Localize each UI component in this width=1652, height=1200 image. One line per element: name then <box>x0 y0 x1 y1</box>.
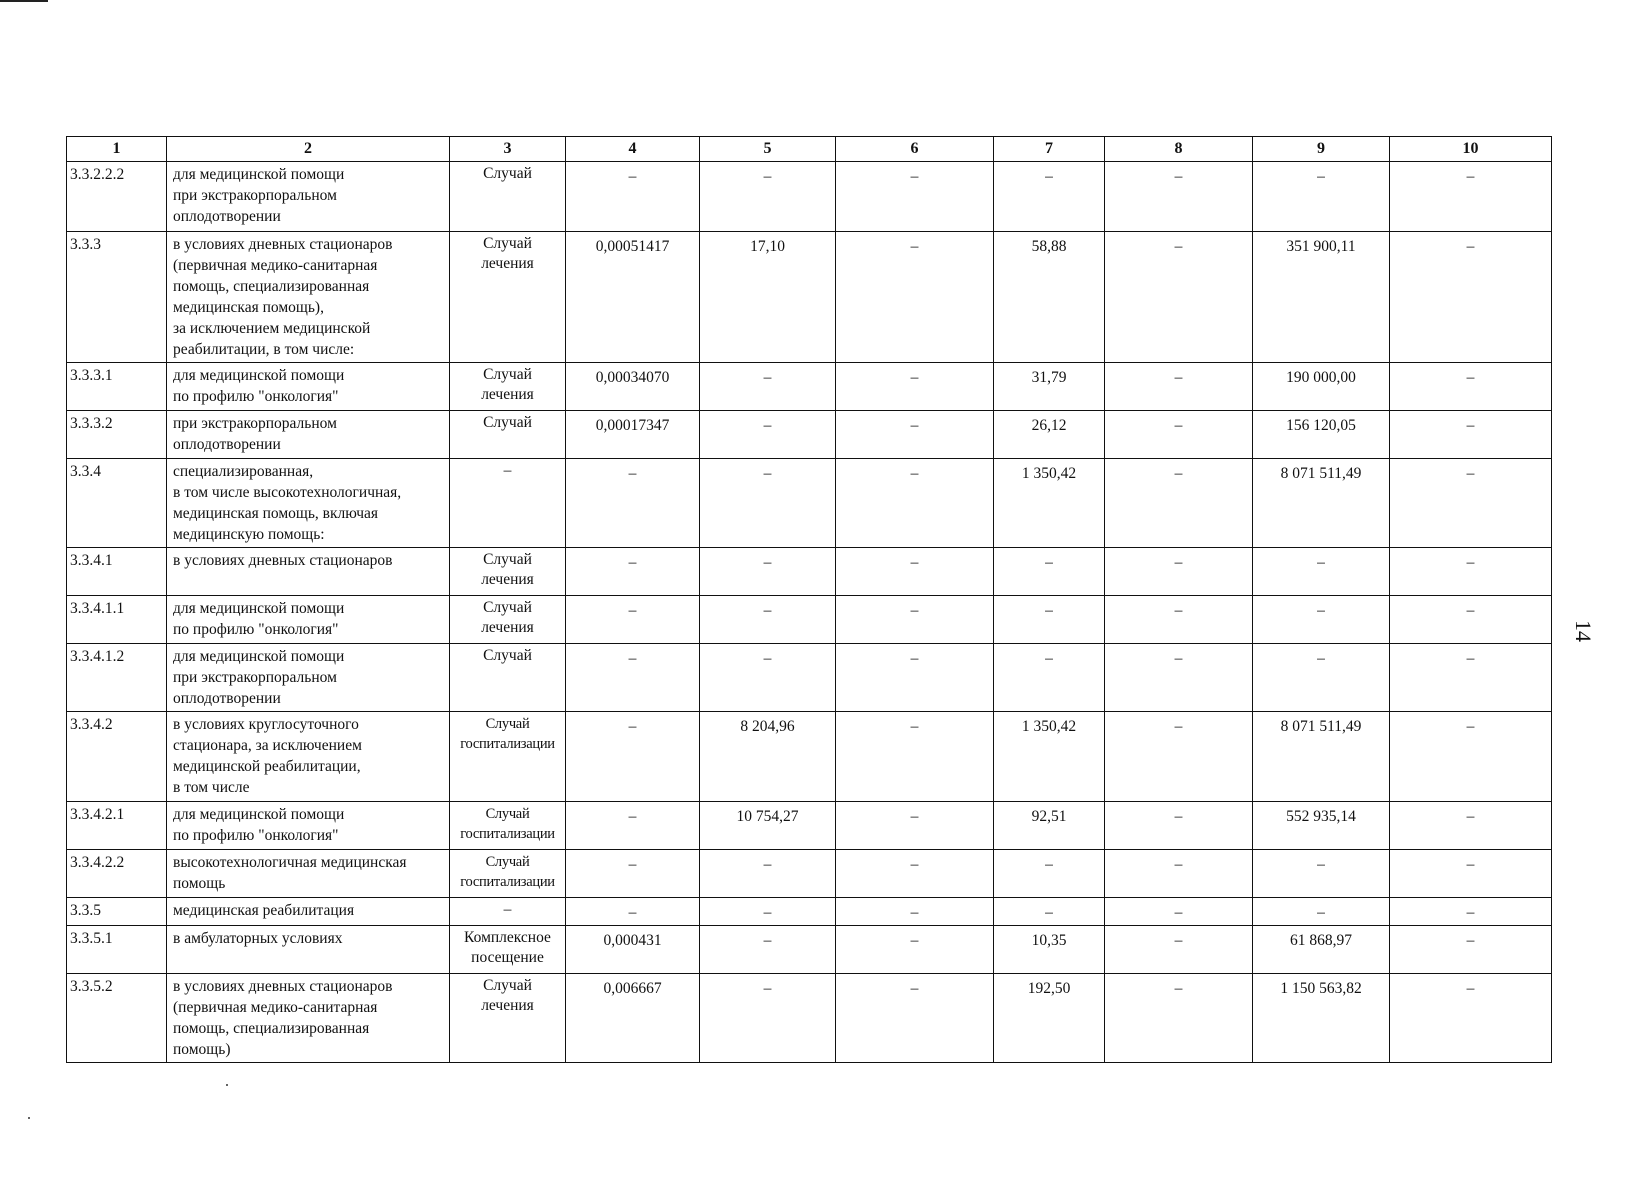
row-name <box>167 802 450 850</box>
row-name <box>167 232 450 363</box>
cell-c7: 26,12 <box>994 411 1105 459</box>
cell-c4: – <box>566 644 700 712</box>
table-row <box>67 232 1552 363</box>
column-header-4: 4 <box>566 137 700 162</box>
cell-c7: – <box>994 162 1105 232</box>
cell-c4: – <box>566 162 700 232</box>
row-name-line: стационара, за исключением <box>173 737 362 754</box>
row-name <box>167 898 450 926</box>
row-name-line: помощь, специализированная <box>173 1020 370 1037</box>
row-name <box>167 644 450 712</box>
cell-c7: – <box>994 850 1105 898</box>
cell-c10: – <box>1390 548 1552 596</box>
cell-c6: – <box>836 162 994 232</box>
table-row <box>67 850 1552 898</box>
data-table <box>66 136 1552 1063</box>
table-row <box>67 459 1552 548</box>
cell-c10: – <box>1390 802 1552 850</box>
cell-c6: – <box>836 850 994 898</box>
cell-c4: 0,00017347 <box>566 411 700 459</box>
row-unit-line: Случай <box>483 551 532 568</box>
cell-c10: – <box>1390 898 1552 926</box>
cell-c9: 351 900,11 <box>1253 232 1390 363</box>
table-row <box>67 411 1552 459</box>
cell-c5: – <box>700 548 836 596</box>
scan-speck <box>226 1084 228 1086</box>
cell-c8: – <box>1105 411 1253 459</box>
cell-c4: 0,00051417 <box>566 232 700 363</box>
cell-c9: 8 071 511,49 <box>1253 712 1390 802</box>
cell-c7: – <box>994 596 1105 644</box>
row-name <box>167 411 450 459</box>
cell-c4: – <box>566 802 700 850</box>
cell-c6: – <box>836 459 994 548</box>
row-code: 3.3.3.2 <box>67 411 167 459</box>
cell-c5: – <box>700 644 836 712</box>
row-unit <box>450 974 566 1063</box>
cell-c8: – <box>1105 974 1253 1063</box>
row-unit-line: – <box>503 901 512 918</box>
row-unit-line: лечения <box>481 255 534 272</box>
cell-c10: – <box>1390 411 1552 459</box>
row-name <box>167 459 450 548</box>
table-row <box>67 898 1552 926</box>
cell-c4: – <box>566 596 700 644</box>
row-name-line: для медицинской помощи <box>173 367 345 384</box>
row-name <box>167 712 450 802</box>
cell-c6: – <box>836 898 994 926</box>
table-row <box>67 162 1552 232</box>
row-unit-line: лечения <box>481 571 534 588</box>
row-code: 3.3.3 <box>67 232 167 363</box>
cell-c6: – <box>836 596 994 644</box>
row-unit <box>450 411 566 459</box>
row-name <box>167 162 450 232</box>
row-name-line: в условиях дневных стационаров <box>173 552 393 569</box>
scan-mark <box>0 0 48 2</box>
row-code: 3.3.5 <box>67 898 167 926</box>
row-name-line: при экстракорпоральном <box>173 415 337 432</box>
row-name-line: по профилю "онкология" <box>173 621 339 638</box>
cell-c6: – <box>836 802 994 850</box>
row-unit-line: лечения <box>481 619 534 636</box>
row-name-line: в условиях круглосуточного <box>173 716 359 733</box>
cell-c6: – <box>836 974 994 1063</box>
cell-c9: 8 071 511,49 <box>1253 459 1390 548</box>
cell-c6: – <box>836 232 994 363</box>
scan-speck <box>28 1117 30 1119</box>
column-header-9: 9 <box>1253 137 1390 162</box>
cell-c7: 92,51 <box>994 802 1105 850</box>
column-header-1: 1 <box>67 137 167 162</box>
row-unit-line: Случай <box>485 806 530 822</box>
table-row <box>67 974 1552 1063</box>
cell-c10: – <box>1390 596 1552 644</box>
row-code: 3.3.4 <box>67 459 167 548</box>
cell-c8: – <box>1105 926 1253 974</box>
row-name-line: (первичная медико-санитарная <box>173 999 378 1016</box>
cell-c5: – <box>700 926 836 974</box>
column-header-8: 8 <box>1105 137 1253 162</box>
row-code: 3.3.4.1.1 <box>67 596 167 644</box>
row-name-line: в амбулаторных условиях <box>173 930 343 947</box>
row-name-line: высокотехнологичная медицинская <box>173 854 407 871</box>
row-unit <box>450 644 566 712</box>
table-row <box>67 712 1552 802</box>
row-unit <box>450 459 566 548</box>
row-name-line: реабилитации, в том числе: <box>173 341 355 358</box>
cell-c10: – <box>1390 926 1552 974</box>
cell-c5: – <box>700 974 836 1063</box>
cell-c4: – <box>566 459 700 548</box>
cell-c7: – <box>994 898 1105 926</box>
row-name-line: по профилю "онкология" <box>173 827 339 844</box>
cell-c6: – <box>836 363 994 411</box>
row-name-line: за исключением медицинской <box>173 320 371 337</box>
cell-c7: 1 350,42 <box>994 459 1105 548</box>
cell-c8: – <box>1105 548 1253 596</box>
row-unit-line: Случай <box>483 647 532 664</box>
column-header-6: 6 <box>836 137 994 162</box>
row-code: 3.3.3.1 <box>67 363 167 411</box>
row-name <box>167 363 450 411</box>
row-unit-line: – <box>503 462 512 479</box>
table-row <box>67 363 1552 411</box>
cell-c6: – <box>836 548 994 596</box>
row-unit-line: посещение <box>471 949 544 966</box>
table-row <box>67 596 1552 644</box>
row-name-line: для медицинской помощи <box>173 166 345 183</box>
row-name <box>167 850 450 898</box>
column-header-2: 2 <box>167 137 450 162</box>
cell-c4: – <box>566 712 700 802</box>
cell-c9: – <box>1253 644 1390 712</box>
row-name-line: медицинской реабилитации, <box>173 758 361 775</box>
cell-c9: 552 935,14 <box>1253 802 1390 850</box>
cell-c4: – <box>566 898 700 926</box>
row-code: 3.3.4.2 <box>67 712 167 802</box>
row-name-line: при экстракорпоральном <box>173 669 337 686</box>
row-name-line: в условиях дневных стационаров <box>173 978 393 995</box>
row-name <box>167 926 450 974</box>
cell-c8: – <box>1105 596 1253 644</box>
cell-c8: – <box>1105 363 1253 411</box>
cell-c10: – <box>1390 232 1552 363</box>
cell-c9: – <box>1253 162 1390 232</box>
row-name-line: по профилю "онкология" <box>173 388 339 405</box>
row-name-line: для медицинской помощи <box>173 648 345 665</box>
row-unit <box>450 363 566 411</box>
row-code: 3.3.4.2.1 <box>67 802 167 850</box>
row-unit-line: госпитализации <box>460 736 555 752</box>
row-unit-line: Случай <box>483 599 532 616</box>
row-code: 3.3.4.1 <box>67 548 167 596</box>
cell-c9: – <box>1253 850 1390 898</box>
row-code: 3.3.4.2.2 <box>67 850 167 898</box>
table-row <box>67 926 1552 974</box>
cell-c5: 17,10 <box>700 232 836 363</box>
row-unit-line: Случай <box>485 854 530 870</box>
row-name <box>167 548 450 596</box>
cell-c10: – <box>1390 162 1552 232</box>
cell-c7: 31,79 <box>994 363 1105 411</box>
row-unit-line: Случай <box>483 414 532 431</box>
table-row <box>67 802 1552 850</box>
column-header-3: 3 <box>450 137 566 162</box>
cell-c10: – <box>1390 459 1552 548</box>
row-name-line: оплодотворении <box>173 436 281 453</box>
cell-c8: – <box>1105 644 1253 712</box>
cell-c4: 0,006667 <box>566 974 700 1063</box>
cell-c4: – <box>566 850 700 898</box>
row-name-line: медицинская помощь), <box>173 299 324 316</box>
row-name-line: медицинская помощь, включая <box>173 505 379 522</box>
cell-c6: – <box>836 926 994 974</box>
cell-c4: – <box>566 548 700 596</box>
row-name-line: оплодотворении <box>173 208 281 225</box>
cell-c8: – <box>1105 802 1253 850</box>
table-row <box>67 548 1552 596</box>
cell-c5: – <box>700 162 836 232</box>
row-code: 3.3.5.2 <box>67 974 167 1063</box>
row-name-line: (первичная медико-санитарная <box>173 257 378 274</box>
row-code: 3.3.5.1 <box>67 926 167 974</box>
cell-c8: – <box>1105 850 1253 898</box>
row-unit <box>450 232 566 363</box>
cell-c6: – <box>836 712 994 802</box>
cell-c10: – <box>1390 974 1552 1063</box>
row-unit <box>450 850 566 898</box>
cell-c7: 1 350,42 <box>994 712 1105 802</box>
row-unit-line: Комплексное <box>464 929 551 946</box>
cell-c8: – <box>1105 712 1253 802</box>
row-name <box>167 596 450 644</box>
row-unit <box>450 162 566 232</box>
cell-c6: – <box>836 644 994 712</box>
cell-c7: – <box>994 548 1105 596</box>
cell-c8: – <box>1105 898 1253 926</box>
cell-c5: – <box>700 363 836 411</box>
row-unit <box>450 898 566 926</box>
row-unit-line: Случай <box>483 366 532 383</box>
header-row <box>67 137 1552 162</box>
cell-c10: – <box>1390 644 1552 712</box>
row-name-line: для медицинской помощи <box>173 600 345 617</box>
cell-c7: 58,88 <box>994 232 1105 363</box>
row-name-line: в условиях дневных стационаров <box>173 236 393 253</box>
cell-c8: – <box>1105 162 1253 232</box>
row-unit-line: госпитализации <box>460 874 555 890</box>
cell-c4: 0,000431 <box>566 926 700 974</box>
cell-c7: – <box>994 644 1105 712</box>
row-code: 3.3.4.1.2 <box>67 644 167 712</box>
column-header-10: 10 <box>1390 137 1552 162</box>
row-unit <box>450 712 566 802</box>
data-table-container <box>66 136 1551 1063</box>
row-unit-line: Случай <box>483 977 532 994</box>
cell-c10: – <box>1390 850 1552 898</box>
cell-c7: 10,35 <box>994 926 1105 974</box>
cell-c9: 1 150 563,82 <box>1253 974 1390 1063</box>
table-row <box>67 644 1552 712</box>
cell-c10: – <box>1390 363 1552 411</box>
row-unit-line: Случай <box>483 165 532 182</box>
cell-c9: – <box>1253 548 1390 596</box>
cell-c5: 10 754,27 <box>700 802 836 850</box>
row-name-line: помощь, специализированная <box>173 278 370 295</box>
row-name-line: при экстракорпоральном <box>173 187 337 204</box>
cell-c9: 61 868,97 <box>1253 926 1390 974</box>
row-name-line: для медицинской помощи <box>173 806 345 823</box>
cell-c7: 192,50 <box>994 974 1105 1063</box>
row-name-line: специализированная, <box>173 463 314 480</box>
cell-c8: – <box>1105 232 1253 363</box>
table-body <box>67 162 1552 1063</box>
row-unit-line: госпитализации <box>460 826 555 842</box>
row-unit <box>450 596 566 644</box>
row-unit <box>450 926 566 974</box>
row-unit-line: лечения <box>481 997 534 1014</box>
cell-c8: – <box>1105 459 1253 548</box>
cell-c5: – <box>700 459 836 548</box>
cell-c5: – <box>700 411 836 459</box>
row-name-line: оплодотворении <box>173 690 281 707</box>
cell-c9: 156 120,05 <box>1253 411 1390 459</box>
row-unit-line: Случай <box>483 235 532 252</box>
cell-c9: – <box>1253 898 1390 926</box>
page-number: 14 <box>1571 620 1596 642</box>
row-name-line: медицинская реабилитация <box>173 902 355 919</box>
cell-c5: 8 204,96 <box>700 712 836 802</box>
row-unit <box>450 548 566 596</box>
row-name-line: помощь) <box>173 1041 231 1058</box>
row-name-line: в том числе высокотехнологичная, <box>173 484 402 501</box>
row-unit-line: лечения <box>481 386 534 403</box>
row-unit-line: Случай <box>485 716 530 732</box>
column-header-7: 7 <box>994 137 1105 162</box>
row-code: 3.3.2.2.2 <box>67 162 167 232</box>
row-name-line: в том числе <box>173 779 250 796</box>
cell-c5: – <box>700 850 836 898</box>
cell-c4: 0,00034070 <box>566 363 700 411</box>
cell-c5: – <box>700 596 836 644</box>
cell-c6: – <box>836 411 994 459</box>
cell-c10: – <box>1390 712 1552 802</box>
row-name-line: медицинскую помощь: <box>173 526 325 543</box>
cell-c9: – <box>1253 596 1390 644</box>
row-name <box>167 974 450 1063</box>
row-unit <box>450 802 566 850</box>
cell-c9: 190 000,00 <box>1253 363 1390 411</box>
row-name-line: помощь <box>173 875 226 892</box>
column-header-5: 5 <box>700 137 836 162</box>
cell-c5: – <box>700 898 836 926</box>
